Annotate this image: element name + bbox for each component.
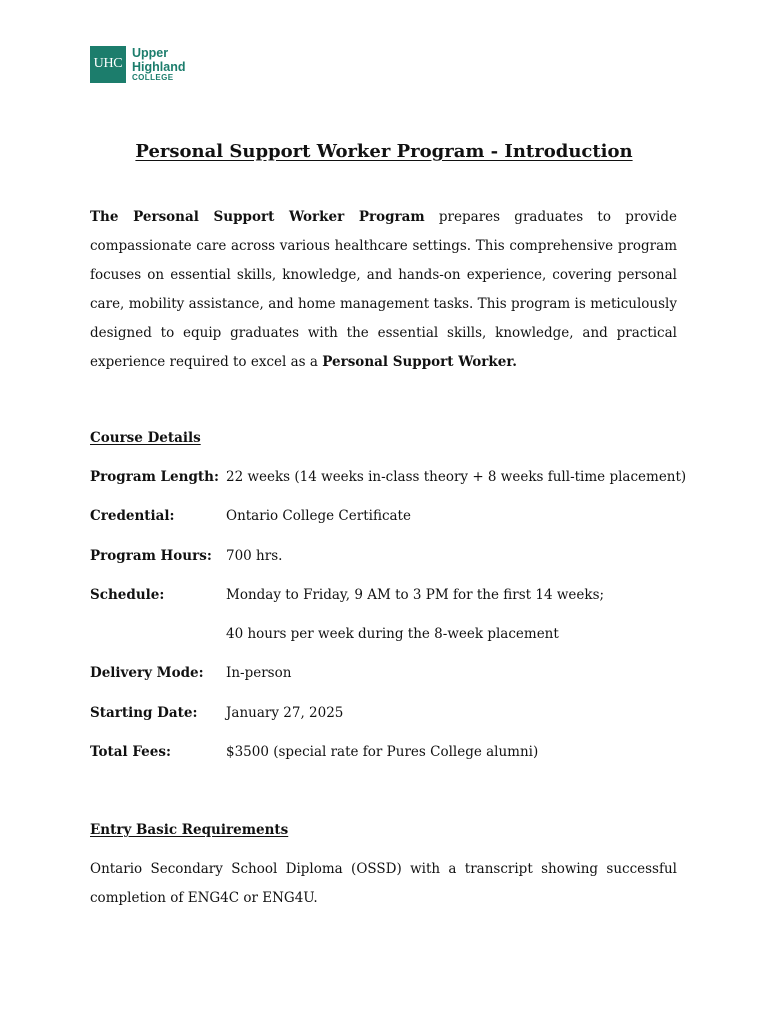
- detail-label: Delivery Mode:: [90, 665, 204, 682]
- logo-line-3: COLLEGE: [132, 73, 174, 82]
- entry-requirements-text: Ontario Secondary School Diploma (OSSD) with a transcript showing successful completion of ENG4C or ENG4U.: [90, 861, 677, 906]
- intro-bold-start: The Personal Support Worker Program: [90, 209, 425, 225]
- detail-row-schedule: [90, 580, 690, 619]
- logo-mark: UHC: [90, 46, 126, 83]
- detail-row-program-length: [90, 462, 690, 501]
- intro-paragraph: [90, 203, 677, 377]
- detail-label: Schedule:: [90, 586, 165, 603]
- course-details-table: [90, 462, 690, 776]
- intro-bold-end: Personal Support Worker.: [322, 354, 517, 370]
- detail-value: $3500 (special rate for Pures College alumni): [226, 744, 539, 761]
- detail-label: Total Fees:: [90, 744, 171, 761]
- intro-body: prepares graduates to provide compassionate care across various healthcare settings. This comprehensive program focuses on essential skills, knowledge, and hands-on experience, covering personal care, mobility assistance, and home management tasks. This program is meticulously designed to equip graduates with the essential skills, knowledge, and practical experience required to excel as a: [90, 209, 677, 370]
- detail-row-schedule-continued: [90, 619, 690, 658]
- detail-value: 22 weeks (14 weeks in-class theory + 8 weeks full-time placement): [226, 469, 687, 485]
- detail-label: Program Length:: [90, 469, 219, 485]
- detail-value: In-person: [226, 665, 292, 682]
- detail-row-credential: [90, 501, 690, 540]
- detail-row-total-fees: [90, 737, 690, 776]
- detail-label: Program Hours:: [90, 547, 212, 564]
- detail-label: [90, 619, 226, 658]
- entry-requirements-heading: Entry Basic Requirements: [90, 822, 289, 838]
- logo-line-1: Upper: [132, 46, 169, 60]
- logo-wordmark: [132, 46, 185, 82]
- course-details-heading: Course Details: [90, 430, 201, 446]
- college-logo: [90, 45, 185, 83]
- detail-value: 40 hours per week during the 8-week placement: [226, 626, 559, 643]
- detail-label: Credential:: [90, 508, 175, 525]
- logo-line-2: Highland: [132, 60, 186, 74]
- detail-row-program-hours: [90, 541, 690, 580]
- detail-row-delivery-mode: [90, 658, 690, 697]
- detail-value: January 27, 2025: [226, 704, 344, 721]
- detail-value: Monday to Friday, 9 AM to 3 PM for the first 14 weeks;: [226, 586, 605, 603]
- detail-label: Starting Date:: [90, 704, 198, 721]
- page-title: Personal Support Worker Program - Introduction: [135, 141, 633, 162]
- detail-row-starting-date: [90, 698, 690, 737]
- detail-value: 700 hrs.: [226, 547, 283, 564]
- detail-value: Ontario College Certificate: [226, 508, 411, 525]
